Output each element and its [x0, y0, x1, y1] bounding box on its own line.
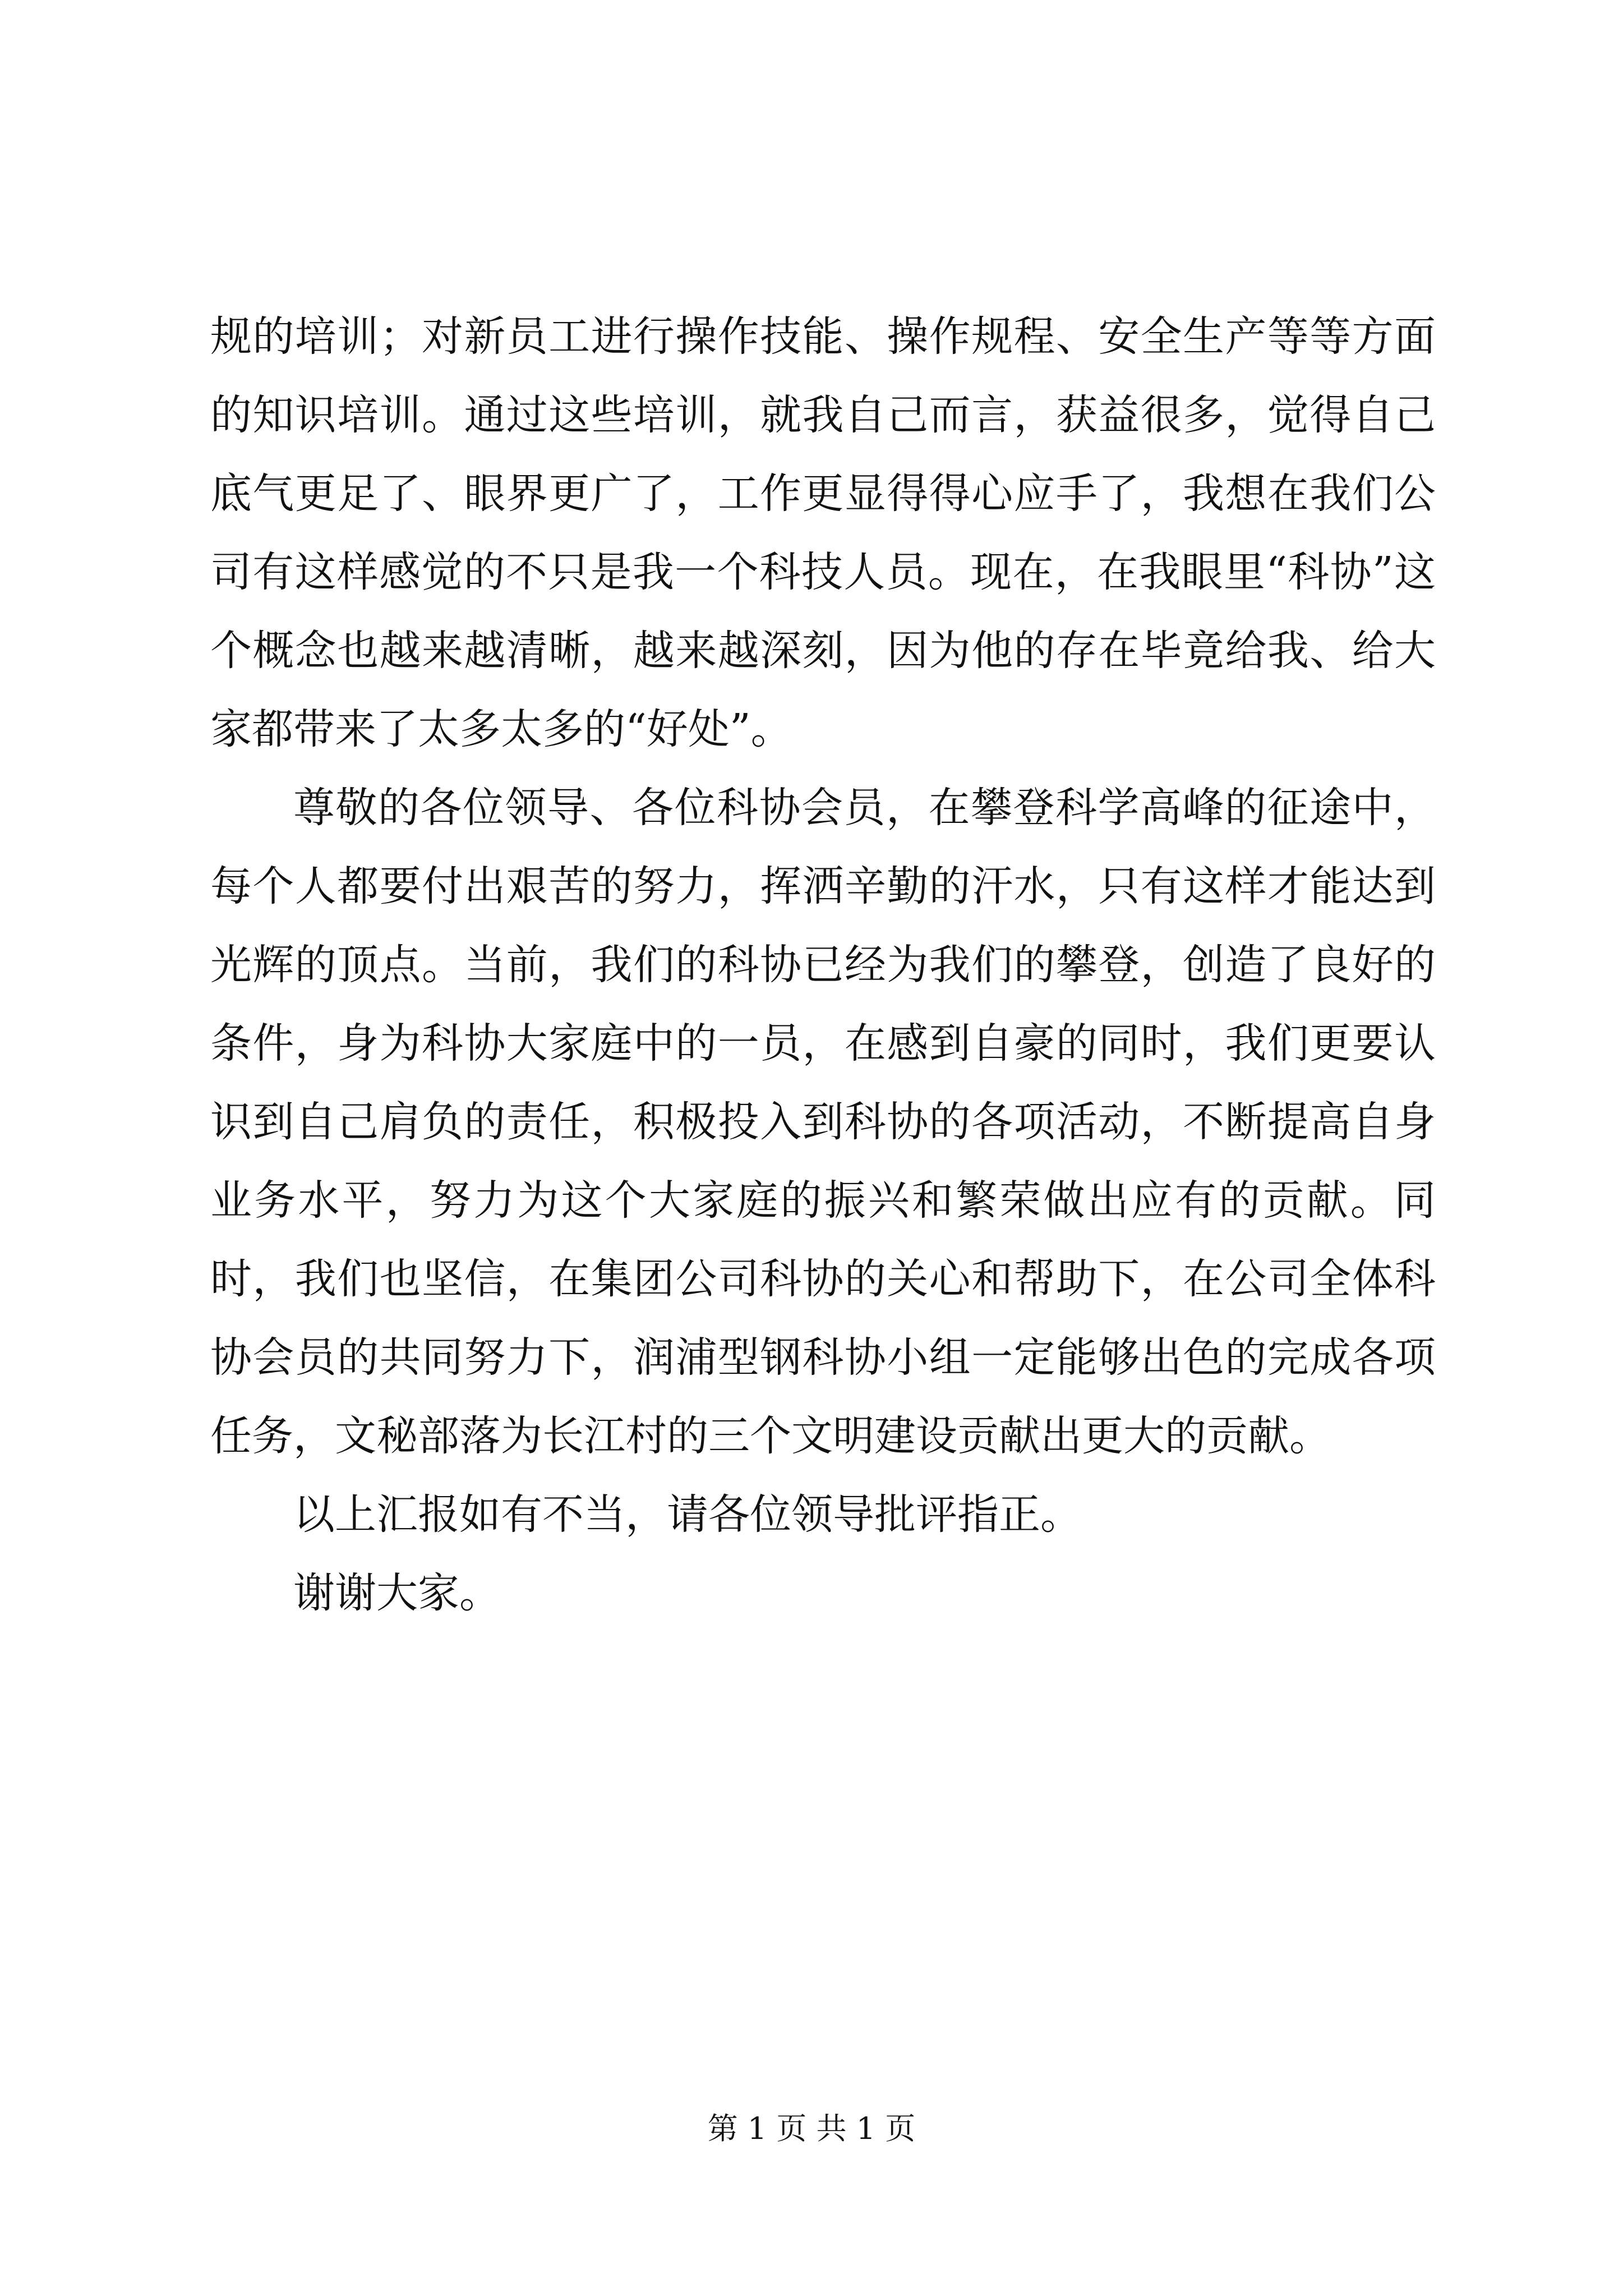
paragraph: 以上汇报如有不当，请各位领导批评指正。	[293, 1490, 1082, 1539]
page-footer: 第 1 页 共 1 页	[707, 2111, 916, 2146]
paragraph: 尊敬的各位领导、各位科协会员，在攀登科学高峰的征途中，每个人都要付出艰苦的努力，挥洒辛勤的汗水，只有这样才能达到光辉的顶点。当前，我们的科协已经为我们的攀登，创造了良好的条件，身为科协大家庭中的一员，在感到自豪的同时，我们更要认识到自己肩负的责任，积极投入到科协的各项活动，不断提高自身业务水平，努力为这个大家庭的振兴和繁荣做出应有的贡献。同时，我们也坚信，在集团公司科协的关心和帮助下，在公司全体科协会员的共同努力下，润浦型钢科协小组一定能够出色的完成各项任务，文秘部落为长江村的三个文明建设贡献出更大的贡献。	[210, 784, 1436, 1460]
document-body	[210, 297, 1436, 1632]
paragraph: 谢谢大家。	[293, 1569, 501, 1617]
paragraph-continued: 规的培训；对新员工进行操作技能、操作规程、安全生产等等方面的知识培训。通过这些培训，就我自己而言，获益很多，觉得自己底气更足了、眼界更广了，工作更显得得心应手了，我想在我们公司有这样感觉的不只是我一个科技人员。现在，在我眼里“科协”这个概念也越来越清晰，越来越深刻，因为他的存在毕竟给我、给大家都带来了太多太多的“好处”。	[210, 312, 1436, 753]
